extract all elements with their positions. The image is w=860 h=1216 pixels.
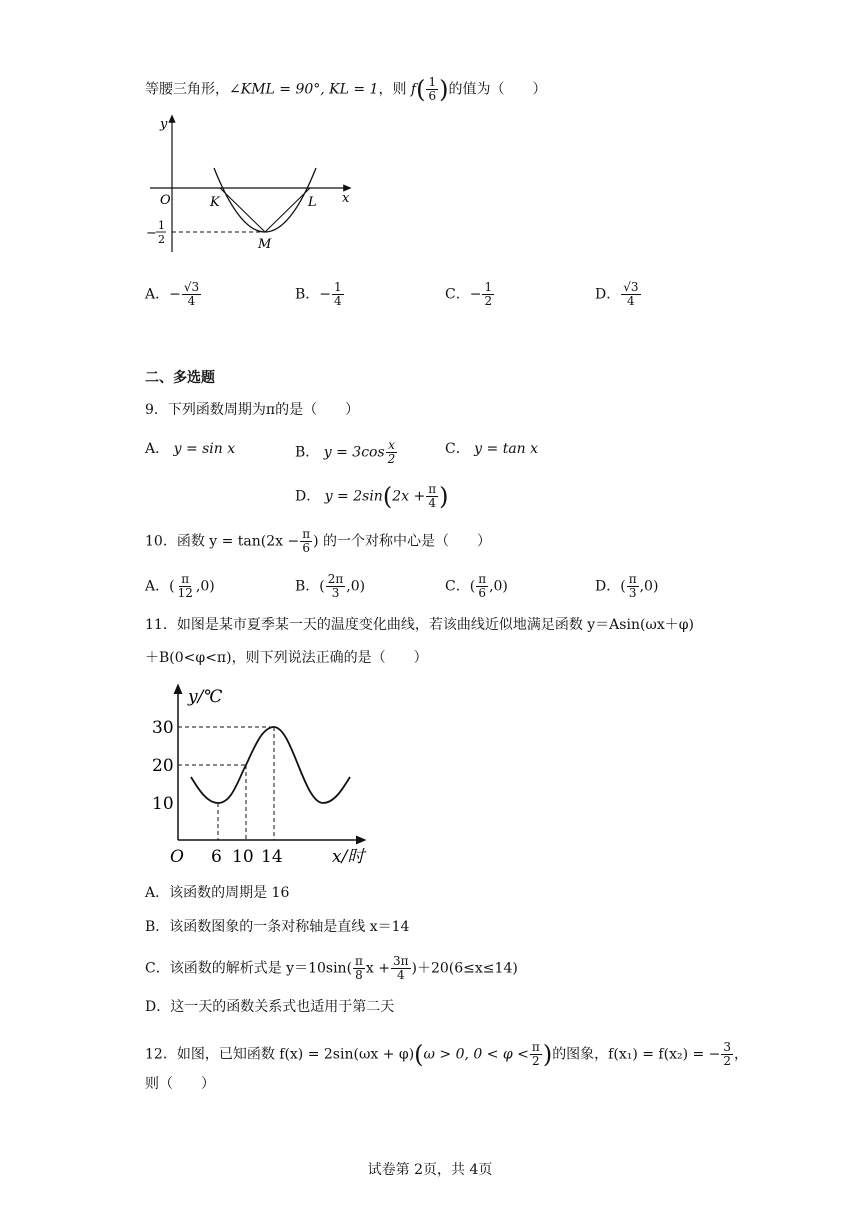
y-axis-label: y/℃: [188, 687, 223, 707]
q11-temperature-graph: [140, 680, 380, 870]
q9-option-b[interactable]: B． y = 3cos $\frac{x}{2}$: [295, 438, 396, 466]
q10-stem: 10．函数 y = tan(2x − $\frac{\pi}{6}$ ) 的一个对称中心是（ ）: [145, 527, 492, 555]
q11-option-b[interactable]: B．该函数图象的一条对称轴是直线 x＝14: [145, 919, 410, 935]
parabola-curve: [214, 168, 316, 232]
segment-ml: [265, 188, 310, 232]
q9-option-a[interactable]: A． y = sin x: [145, 441, 236, 457]
q10-option-d[interactable]: D．( $\frac{\pi}{3}$ ,0): [595, 572, 659, 600]
q10-option-a[interactable]: A．( $\frac{\pi}{12}$ ,0): [145, 572, 215, 600]
point-m: M: [258, 237, 272, 252]
half-num: 1: [158, 219, 165, 232]
x-label: x: [342, 191, 350, 206]
q11-option-a[interactable]: A．该函数的周期是 16: [145, 885, 290, 901]
page-footer: 试卷第 2页，共 4页: [367, 1162, 493, 1178]
q8-stem: 等腰三角形，∠KML = 90°, KL = 1，则 f( $\frac{1}{6}$ )的值为（ ）: [145, 75, 547, 104]
neg-sign: −: [146, 226, 157, 241]
q11-option-d[interactable]: D．这一天的函数关系式也适用于第二天: [145, 999, 395, 1015]
tick-20: 20: [152, 756, 174, 776]
tick-30: 30: [152, 718, 174, 738]
q12-stem-line2: 则（ ）: [145, 1076, 215, 1092]
y-label: y: [160, 117, 168, 132]
tick-x10: 10: [232, 847, 254, 867]
q11-stem-line2: ＋B(0<φ<π)，则下列说法正确的是（ ）: [145, 650, 428, 666]
q9-option-c[interactable]: C． y = tan x: [445, 441, 539, 457]
point-k: K: [210, 195, 220, 210]
x-axis-label: x/时: [332, 847, 365, 867]
half-den: 2: [158, 233, 165, 246]
q11-stem-line1: 11．如图是某市夏季某一天的温度变化曲线，若该曲线近似地满足函数 y＝Asin(ωx＋φ): [145, 617, 694, 633]
q8-option-b[interactable]: B．− $\frac{1}{4}$: [295, 280, 342, 308]
q8-option-a[interactable]: A．− $\frac{√3}{4}$: [145, 280, 200, 308]
q12-stem: 12．如图，已知函数 f(x) = 2sin(ωx + φ)(ω > 0, 0 < φ < $\frac{\pi}{2}$ )的图象，f(x₁) = f(x₂) = − $\frac{3}{2}$ ，: [145, 1040, 749, 1069]
q9-stem: 9．下列函数周期为π的是（ ）: [145, 402, 360, 418]
origin-label: O: [160, 193, 171, 208]
tick-10: 10: [152, 794, 174, 814]
q8-option-d[interactable]: D． $\frac{√3}{4}$: [595, 280, 639, 308]
point-l: L: [308, 195, 317, 210]
section-title: 二、多选题: [145, 370, 215, 386]
q11-option-c[interactable]: C．该函数的解析式是 y＝10sin( $\frac{\pi}{8}$ x + $\frac{3\pi}{4}$ )＋20(6≤x≤14): [145, 954, 518, 982]
segment-km: [220, 188, 265, 232]
tick-x14: 14: [261, 847, 283, 867]
q8-parabola-graph: [140, 112, 360, 257]
tick-x6: 6: [211, 847, 222, 867]
q9-option-d[interactable]: D． y = 2sin(2x + $\frac{\pi}{4}$ ): [295, 482, 449, 511]
q10-option-b[interactable]: B．( $\frac{2\pi}{3}$ ,0): [295, 572, 366, 600]
q8-option-c[interactable]: C．− $\frac{1}{2}$: [445, 280, 493, 308]
q10-option-c[interactable]: C．( $\frac{\pi}{6}$ ,0): [445, 572, 508, 600]
origin-label: O: [170, 847, 184, 867]
